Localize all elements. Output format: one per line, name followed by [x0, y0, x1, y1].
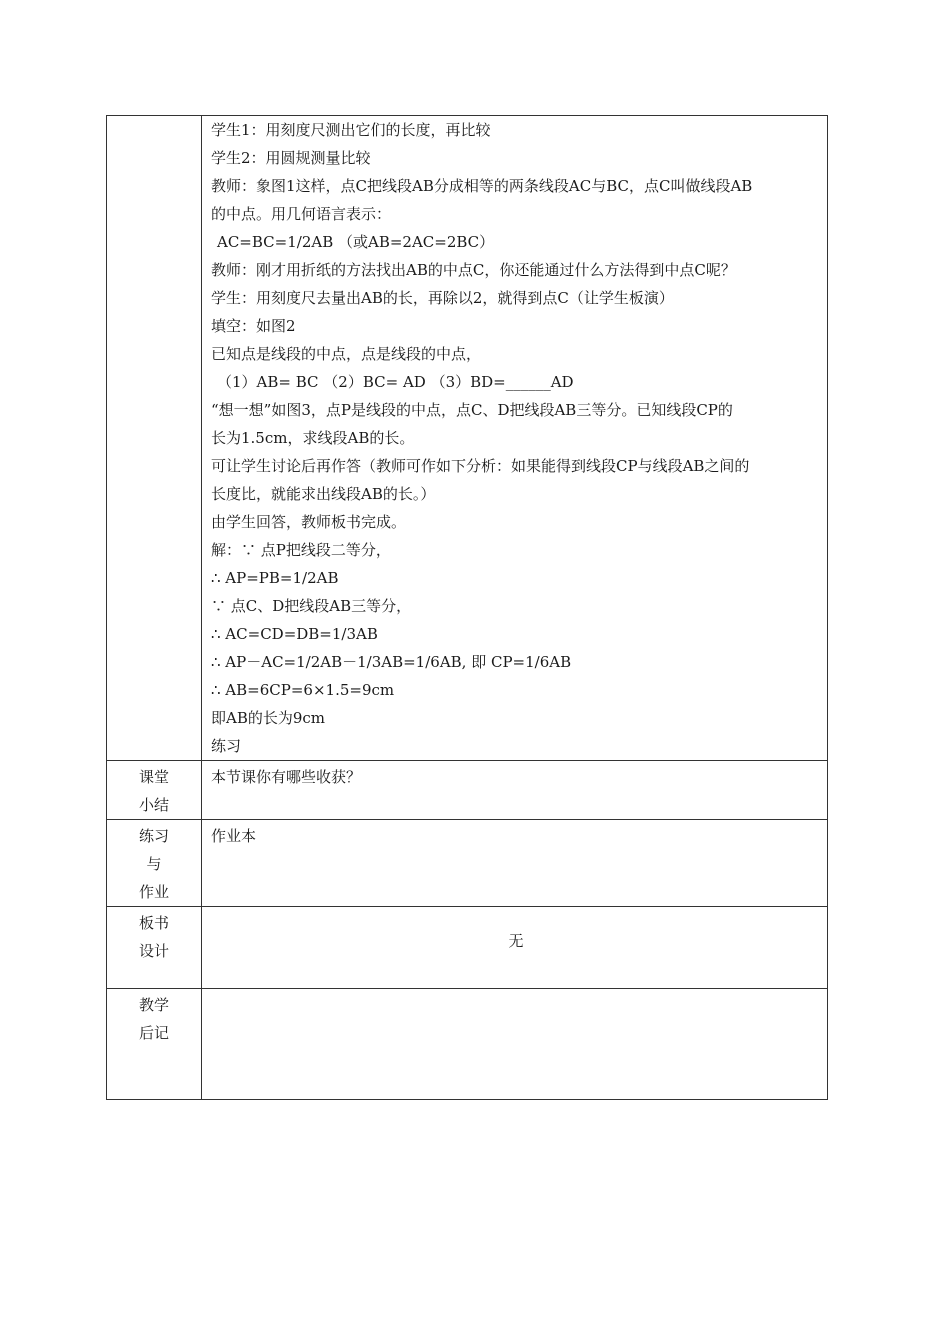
fill-in-blank-line: （1）AB= BC （2）BC= AD （3）BD=______AD — [217, 373, 574, 391]
row-label-reflection: 教学 后记 — [107, 989, 202, 1100]
text-line: AC=BC=1/2AB （或AB=2AC=2BC） — [217, 233, 495, 251]
lesson-plan-table — [106, 115, 828, 1100]
table-row — [107, 989, 828, 1100]
solution-line: ∴ AC=CD=DB=1/3AB — [211, 625, 378, 643]
homework-content: 作业本 — [202, 820, 828, 907]
solution-line: 解：∵ 点P把线段二等分， — [211, 541, 391, 559]
row-label-empty — [107, 116, 202, 761]
solution-line: ∴ AB=6CP=6×1.5=9cm — [211, 681, 395, 699]
text-line: 练习 — [211, 737, 242, 755]
text-line: 学生2：用圆规测量比较 — [211, 149, 371, 167]
text-line: 学生：用刻度尺去量出AB的长，再除以2，就得到点C（让学生板演） — [211, 289, 674, 307]
text-line: 即AB的长为9cm — [211, 709, 326, 727]
text-line: 教师：象图1这样，点C把线段AB分成相等的两条线段AC与BC，点C叫做线段AB — [211, 177, 753, 195]
row-label-board-design: 板书 设计 — [107, 907, 202, 989]
text-line: 长为1.5cm，求线段AB的长。 — [211, 429, 415, 447]
text-line: 填空：如图2 — [211, 317, 296, 335]
summary-content: 本节课你有哪些收获？ — [202, 761, 828, 820]
board-design-content: 无 — [202, 907, 828, 989]
row-label-homework: 练习 与 作业 — [107, 820, 202, 907]
text-line: 可让学生讨论后再作答（教师可作如下分析：如果能得到线段CP与线段AB之间的 — [211, 457, 750, 475]
text-line: 长度比，就能求出线段AB的长。） — [211, 485, 436, 503]
table-row — [107, 116, 828, 761]
reflection-content — [202, 989, 828, 1100]
solution-line: ∵ 点C、D把线段AB三等分， — [211, 597, 412, 615]
row-label-summary: 课堂 小结 — [107, 761, 202, 820]
text-line: 的中点。用几何语言表示： — [211, 205, 392, 223]
table-row — [107, 907, 828, 989]
solution-line: ∴ AP－AC=1/2AB－1/3AB=1/6AB, 即 CP=1/6AB — [211, 653, 572, 671]
text-line: 教师：刚才用折纸的方法找出AB的中点C，你还能通过什么方法得到中点C呢？ — [211, 261, 736, 279]
text-line: 学生1：用刻度尺测出它们的长度，再比较 — [211, 121, 491, 139]
text-line: 已知点是线段的中点，点是线段的中点， — [211, 345, 482, 363]
table-row — [107, 820, 828, 907]
text-line: “想一想”如图3，点P是线段的中点，点C、D把线段AB三等分。已知线段CP的 — [211, 401, 733, 419]
text-line: 由学生回答，教师板书完成。 — [211, 513, 407, 531]
table-row — [107, 761, 828, 820]
solution-line: ∴ AP=PB=1/2AB — [211, 569, 339, 587]
teaching-process-content — [202, 116, 828, 761]
